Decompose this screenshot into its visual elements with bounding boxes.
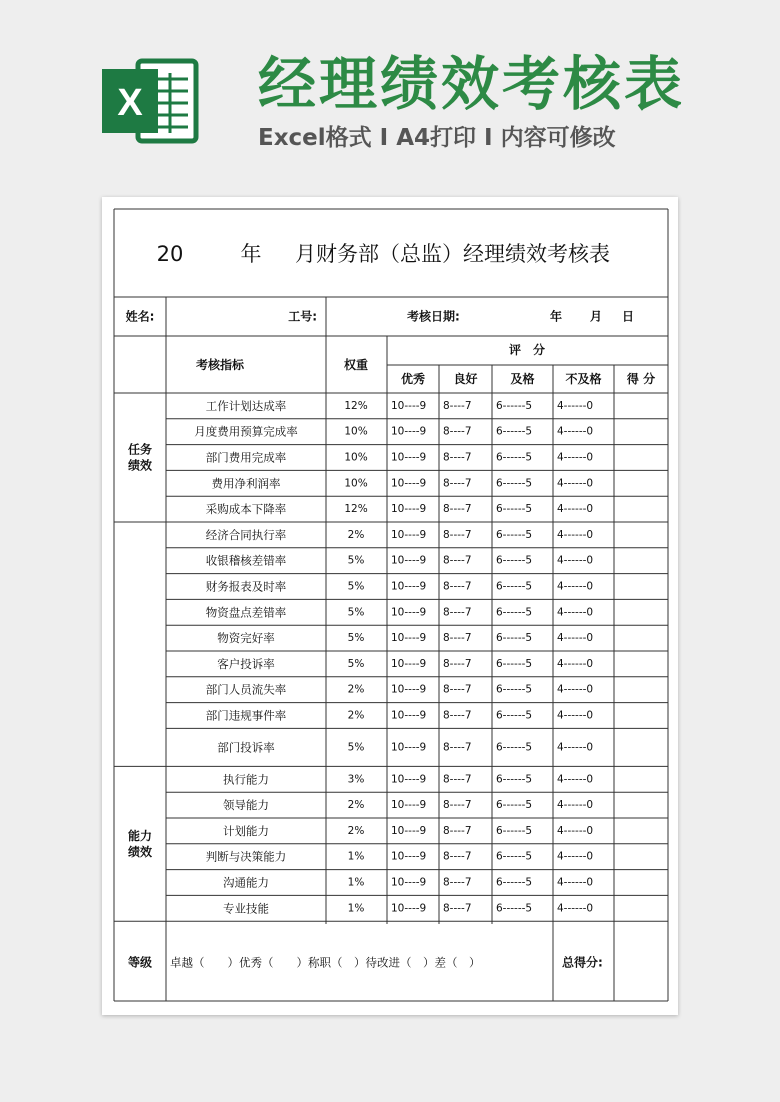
score-range: 10----9 — [391, 477, 427, 490]
header-score: 得 分 — [626, 372, 656, 386]
header-indicator: 考核指标 — [195, 358, 245, 372]
score-range: 4------0 — [557, 554, 594, 567]
score-range: 4------0 — [557, 451, 594, 464]
score-range: 6------5 — [496, 709, 533, 722]
score-range: 4------0 — [557, 503, 594, 516]
employee-id-label: 工号: — [288, 309, 317, 324]
score-range: 6------5 — [496, 824, 533, 837]
indicator-name: 经济合同执行率 — [205, 527, 287, 542]
score-range: 8----7 — [443, 709, 472, 722]
indicator-name: 执行能力 — [223, 772, 269, 787]
header-good: 良好 — [453, 372, 478, 386]
indicator-name: 领导能力 — [223, 798, 269, 813]
weight-value: 5% — [347, 554, 365, 567]
score-range: 4------0 — [557, 632, 594, 645]
score-range: 8----7 — [443, 528, 472, 541]
score-range: 10----9 — [391, 741, 427, 754]
form-title: 月财务部（总监）经理绩效考核表 — [295, 242, 610, 266]
total-score-label: 总得分: — [562, 955, 603, 970]
form-title-year-unit: 年 — [240, 242, 262, 266]
score-range: 4------0 — [557, 683, 594, 696]
indicator-name: 收银稽核差错率 — [205, 553, 287, 568]
score-range: 8----7 — [443, 477, 472, 490]
weight-value: 5% — [347, 741, 365, 754]
score-range: 10----9 — [391, 773, 427, 786]
header-excellent: 优秀 — [400, 372, 426, 386]
score-range: 8----7 — [443, 683, 472, 696]
header-score-group: 评 分 — [508, 343, 546, 357]
score-range: 4------0 — [557, 425, 594, 438]
indicator-name: 部门人员流失率 — [205, 682, 287, 697]
score-range: 4------0 — [557, 657, 594, 670]
score-range: 10----9 — [391, 850, 427, 863]
score-range: 10----9 — [391, 528, 427, 541]
weight-value: 5% — [347, 632, 365, 645]
indicator-name: 物资完好率 — [217, 631, 275, 646]
score-range: 6------5 — [496, 554, 533, 567]
group-label: 绩效 — [127, 458, 153, 473]
score-range: 6------5 — [496, 528, 533, 541]
score-range: 10----9 — [391, 657, 427, 670]
score-range: 8----7 — [443, 606, 472, 619]
score-range: 6------5 — [496, 606, 533, 619]
score-range: 6------5 — [496, 632, 533, 645]
score-range: 8----7 — [443, 799, 472, 812]
indicator-name: 部门违规事件率 — [205, 708, 287, 723]
weight-value: 5% — [347, 606, 365, 619]
weight-value: 3% — [347, 773, 365, 786]
weight-value: 1% — [347, 876, 365, 889]
indicator-name: 客户投诉率 — [217, 656, 275, 671]
score-range: 10----9 — [391, 606, 427, 619]
score-range: 4------0 — [557, 824, 594, 837]
score-range: 10----9 — [391, 451, 427, 464]
score-range: 8----7 — [443, 425, 472, 438]
score-range: 6------5 — [496, 503, 533, 516]
score-range: 10----9 — [391, 580, 427, 593]
score-range: 8----7 — [443, 902, 472, 915]
score-range: 8----7 — [443, 632, 472, 645]
indicator-name: 物资盘点差错率 — [205, 605, 287, 620]
name-label: 姓名: — [125, 309, 155, 324]
header-fail: 不及格 — [565, 372, 602, 386]
score-range: 8----7 — [443, 451, 472, 464]
group-label: 绩效 — [127, 844, 153, 859]
score-range: 6------5 — [496, 683, 533, 696]
score-range: 6------5 — [496, 657, 533, 670]
score-range: 4------0 — [557, 709, 594, 722]
weight-value: 5% — [347, 580, 365, 593]
score-range: 6------5 — [496, 477, 533, 490]
score-range: 4------0 — [557, 799, 594, 812]
score-range: 8----7 — [443, 773, 472, 786]
score-range: 4------0 — [557, 850, 594, 863]
weight-value: 2% — [347, 824, 365, 837]
score-range: 10----9 — [391, 632, 427, 645]
score-range: 6------5 — [496, 876, 533, 889]
date-day-label: 日 — [621, 309, 635, 324]
group-label: 任务 — [127, 442, 153, 457]
score-range: 4------0 — [557, 528, 594, 541]
indicator-name: 工作计划达成率 — [205, 398, 287, 413]
grade-options: 卓越（ ）优秀（ ）称职（ ）待改进（ ）差（ ） — [170, 955, 481, 970]
score-range: 4------0 — [557, 773, 594, 786]
score-range: 4------0 — [557, 741, 594, 754]
score-range: 8----7 — [443, 399, 472, 412]
score-range: 4------0 — [557, 399, 594, 412]
form-title-year: 20 — [156, 242, 184, 266]
score-range: 8----7 — [443, 657, 472, 670]
score-range: 8----7 — [443, 580, 472, 593]
score-range: 8----7 — [443, 741, 472, 754]
page-subtitle: Excel格式 I A4打印 I 内容可修改 — [258, 125, 616, 151]
score-range: 4------0 — [557, 902, 594, 915]
weight-value: 10% — [344, 451, 368, 464]
form-sheet — [102, 197, 678, 1015]
indicator-name: 月度费用预算完成率 — [194, 424, 298, 439]
score-range: 10----9 — [391, 876, 427, 889]
header-pass: 及格 — [510, 372, 535, 386]
score-range: 10----9 — [391, 709, 427, 722]
score-range: 6------5 — [496, 580, 533, 593]
svg-text:X: X — [117, 82, 143, 124]
score-range: 8----7 — [443, 850, 472, 863]
score-range: 10----9 — [391, 902, 427, 915]
banner — [0, 0, 780, 195]
indicator-name: 沟通能力 — [223, 875, 269, 890]
score-range: 4------0 — [557, 580, 594, 593]
score-range: 10----9 — [391, 554, 427, 567]
weight-value: 12% — [344, 503, 368, 516]
weight-value: 2% — [347, 709, 365, 722]
indicator-name: 专业技能 — [223, 901, 269, 916]
excel-logo-icon — [100, 55, 200, 147]
score-range: 6------5 — [496, 425, 533, 438]
date-month-label: 月 — [589, 309, 603, 324]
score-range: 10----9 — [391, 799, 427, 812]
header-weight: 权重 — [343, 358, 369, 372]
review-date-label: 考核日期: — [407, 309, 460, 324]
evaluation-form — [102, 197, 678, 1015]
score-range: 6------5 — [496, 741, 533, 754]
date-year-label: 年 — [549, 309, 563, 324]
page-title: 经理绩效考核表 — [258, 50, 686, 118]
score-range: 10----9 — [391, 399, 427, 412]
score-range: 8----7 — [443, 503, 472, 516]
weight-value: 1% — [347, 902, 365, 915]
score-range: 6------5 — [496, 451, 533, 464]
score-range: 10----9 — [391, 425, 427, 438]
score-range: 10----9 — [391, 824, 427, 837]
indicator-name: 判断与决策能力 — [205, 849, 287, 864]
weight-value: 10% — [344, 477, 368, 490]
weight-value: 2% — [347, 799, 365, 812]
score-range: 4------0 — [557, 477, 594, 490]
grade-label: 等级 — [127, 955, 153, 970]
score-range: 4------0 — [557, 876, 594, 889]
weight-value: 2% — [347, 528, 365, 541]
indicator-name: 部门费用完成率 — [205, 450, 287, 465]
indicator-name: 财务报表及时率 — [205, 579, 287, 594]
weight-value: 12% — [344, 399, 368, 412]
score-range: 6------5 — [496, 902, 533, 915]
score-range: 6------5 — [496, 773, 533, 786]
score-range: 10----9 — [391, 683, 427, 696]
indicator-name: 计划能力 — [223, 823, 269, 838]
score-range: 10----9 — [391, 503, 427, 516]
score-range: 6------5 — [496, 850, 533, 863]
weight-value: 2% — [347, 683, 365, 696]
weight-value: 10% — [344, 425, 368, 438]
weight-value: 1% — [347, 850, 365, 863]
indicator-name: 采购成本下降率 — [205, 502, 287, 517]
score-range: 8----7 — [443, 554, 472, 567]
indicator-name: 费用净利润率 — [211, 476, 281, 491]
indicator-name: 部门投诉率 — [217, 740, 275, 755]
score-range: 6------5 — [496, 399, 533, 412]
score-range: 8----7 — [443, 876, 472, 889]
score-range: 8----7 — [443, 824, 472, 837]
score-range: 6------5 — [496, 799, 533, 812]
group-label: 能力 — [127, 828, 153, 843]
weight-value: 5% — [347, 657, 365, 670]
score-range: 4------0 — [557, 606, 594, 619]
